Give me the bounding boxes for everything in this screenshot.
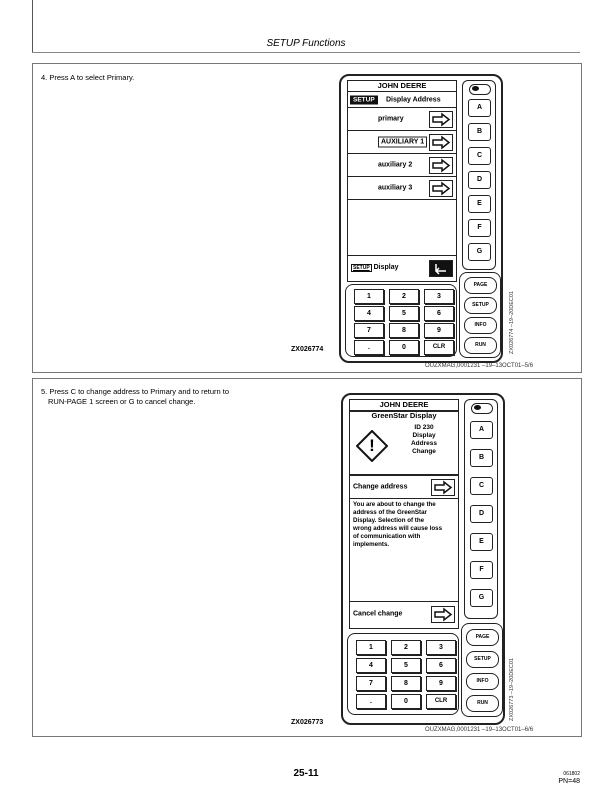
message-line: wrong address will cause loss xyxy=(353,525,443,532)
arrow-right-icon xyxy=(429,111,453,128)
setup-tag: SETUP xyxy=(350,95,378,104)
option-row-auxiliary-2[interactable] xyxy=(348,154,456,177)
message-line: You are about to change the xyxy=(353,501,436,508)
change-address-row[interactable] xyxy=(350,475,458,499)
message-line: implements. xyxy=(353,541,390,548)
key-3[interactable]: 3 xyxy=(424,289,454,304)
key-5[interactable]: 5 xyxy=(389,306,419,321)
key-4[interactable]: 4 xyxy=(354,306,384,321)
id-line1: ID 230 xyxy=(414,424,434,431)
key-g[interactable]: G xyxy=(470,589,493,607)
key-1[interactable]: 1 xyxy=(354,289,384,304)
message-line: address of the GreenStar xyxy=(353,509,427,516)
key-info[interactable]: INFO xyxy=(464,317,497,334)
key-c[interactable]: C xyxy=(468,147,491,165)
step5-panel xyxy=(32,378,582,737)
screen-title: GreenStar Display xyxy=(371,411,437,420)
key-9[interactable]: 9 xyxy=(426,676,456,691)
key-d[interactable]: D xyxy=(470,505,493,523)
key-clr[interactable]: CLR xyxy=(424,340,454,355)
key-b[interactable]: B xyxy=(470,449,493,467)
key-setup[interactable]: SETUP xyxy=(464,297,497,314)
id-line3: Address xyxy=(410,440,437,447)
step4-instruction: 4. Press A to select Primary. xyxy=(41,73,135,82)
id-line2: Display xyxy=(412,432,436,439)
warning-icon xyxy=(356,430,388,462)
step5-instruction-line2: RUN-PAGE 1 screen or G to cancel change. xyxy=(48,397,196,406)
key-2[interactable]: 2 xyxy=(391,640,421,655)
key-2[interactable]: 2 xyxy=(389,289,419,304)
arrow-right-icon xyxy=(429,180,453,197)
key-c[interactable]: C xyxy=(470,477,493,495)
screen-title: Display Address xyxy=(386,96,441,103)
key-run[interactable]: RUN xyxy=(464,337,497,354)
key-1[interactable]: 1 xyxy=(356,640,386,655)
warning-message xyxy=(353,501,457,549)
display-screen xyxy=(349,399,459,629)
key-8[interactable]: 8 xyxy=(389,323,419,338)
number-keypad xyxy=(345,284,457,357)
option-label: auxiliary 3 xyxy=(378,184,413,192)
back-label: Display xyxy=(373,264,399,271)
key-g[interactable]: G xyxy=(468,243,491,261)
toggle-icon xyxy=(471,403,493,414)
return-icon xyxy=(429,260,453,277)
id-line4: Change xyxy=(412,448,436,455)
key-0[interactable]: 0 xyxy=(391,694,421,709)
key-f[interactable]: F xyxy=(468,219,491,237)
key-f[interactable]: F xyxy=(470,561,493,579)
option-label-selected: AUXILIARY 1 xyxy=(378,137,427,148)
key-a[interactable]: A xyxy=(470,421,493,439)
brand-title: JOHN DEERE xyxy=(350,400,458,411)
footer-ref: OUZXMAG,0001231 –19–13OCT01–6/6 xyxy=(425,727,534,733)
cancel-change-row[interactable] xyxy=(350,601,458,626)
arrow-right-icon xyxy=(431,606,455,623)
vertical-ref: ZX026773 –19–20DEC01 xyxy=(509,658,515,721)
key-3[interactable]: 3 xyxy=(426,640,456,655)
header-rule xyxy=(32,52,580,53)
key-b[interactable]: B xyxy=(468,123,491,141)
key-d[interactable]: D xyxy=(468,171,491,189)
key-7[interactable]: 7 xyxy=(354,323,384,338)
setup-tag-small: SETUP xyxy=(353,265,370,271)
key-0[interactable]: 0 xyxy=(389,340,419,355)
option-row-primary[interactable] xyxy=(348,108,456,131)
function-key-panel xyxy=(459,272,501,358)
doc-code: 061802 xyxy=(563,771,580,777)
footer-ref: OUZXMAG,0001231 –19–13OCT01–5/6 xyxy=(425,363,534,369)
arrow-right-icon xyxy=(431,479,455,496)
figure-id: ZX026773 xyxy=(291,719,324,726)
key-decimal[interactable]: . xyxy=(356,694,386,709)
key-run[interactable]: RUN xyxy=(466,695,499,712)
figure-id: ZX026774 xyxy=(291,346,324,353)
step4-panel xyxy=(32,63,582,373)
warning-block xyxy=(350,422,458,475)
key-info[interactable]: INFO xyxy=(466,673,499,690)
page-codes xyxy=(558,770,580,786)
key-6[interactable]: 6 xyxy=(426,658,456,673)
display-unit xyxy=(341,393,505,725)
step5-instruction-line1: 5. Press C to change address to Primary and to return to xyxy=(41,387,230,396)
number-keypad xyxy=(347,633,459,715)
key-setup[interactable]: SETUP xyxy=(466,651,499,668)
arrow-right-icon xyxy=(429,157,453,174)
toggle-icon xyxy=(469,84,491,95)
message-line: Display. Selection of the xyxy=(353,517,425,524)
key-clr[interactable]: CLR xyxy=(426,694,456,709)
key-7[interactable]: 7 xyxy=(356,676,386,691)
arrow-right-icon xyxy=(429,134,453,151)
key-4[interactable]: 4 xyxy=(356,658,386,673)
warning-symbol: ! xyxy=(369,436,375,455)
option-row-auxiliary-1[interactable] xyxy=(348,131,456,154)
screen-header-row xyxy=(348,92,456,108)
key-9[interactable]: 9 xyxy=(424,323,454,338)
key-page[interactable]: PAGE xyxy=(464,277,497,294)
brand-title: JOHN DEERE xyxy=(348,81,456,92)
side-key-panel xyxy=(464,399,498,619)
key-8[interactable]: 8 xyxy=(391,676,421,691)
change-address-label: Change address xyxy=(353,483,408,491)
section-title: SETUP Functions xyxy=(266,38,346,49)
pn-number: PN=48 xyxy=(558,778,580,785)
option-label: auxiliary 2 xyxy=(378,161,413,169)
key-page[interactable]: PAGE xyxy=(466,629,499,646)
message-line: of communication with xyxy=(353,533,421,540)
key-5[interactable]: 5 xyxy=(391,658,421,673)
display-screen xyxy=(347,80,457,282)
function-key-panel xyxy=(461,623,503,717)
key-e[interactable]: E xyxy=(468,195,491,213)
back-row[interactable] xyxy=(348,255,456,280)
vertical-ref: ZX026774 –19–20DEC01 xyxy=(509,291,515,354)
option-row-auxiliary-3[interactable] xyxy=(348,177,456,200)
key-a[interactable]: A xyxy=(468,99,491,117)
option-label: primary xyxy=(378,115,404,123)
page-number: 25-11 xyxy=(293,768,319,779)
key-e[interactable]: E xyxy=(470,533,493,551)
side-key-panel xyxy=(462,80,496,270)
display-unit xyxy=(339,74,503,363)
key-6[interactable]: 6 xyxy=(424,306,454,321)
cancel-change-label: Cancel change xyxy=(353,610,403,618)
key-decimal[interactable]: . xyxy=(354,340,384,355)
